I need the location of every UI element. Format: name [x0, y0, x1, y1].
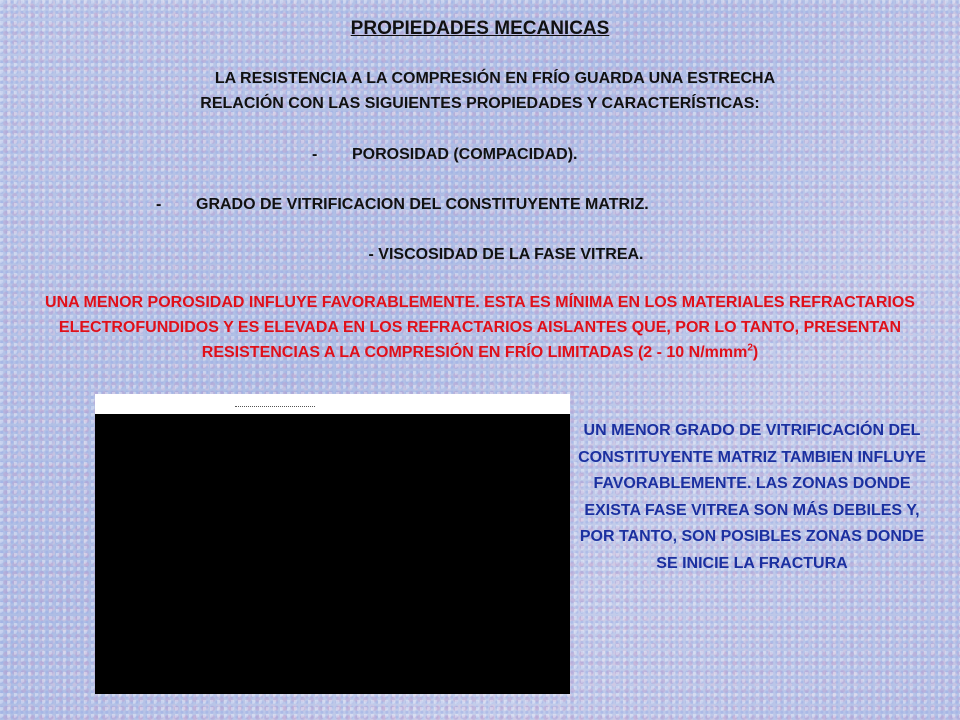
superscript: 2	[747, 342, 753, 354]
bullet-dash: -	[156, 196, 162, 213]
intro-line-2: RELACIÓN CON LAS SIGUIENTES PROPIEDADES Y CARACTERÍSTICAS:	[200, 95, 760, 112]
intro-line-1: LA RESISTENCIA A LA COMPRESIÓN EN FRÍO GUARDA UNA ESTRECHA	[214, 70, 776, 87]
slide-title: PROPIEDADES MECANICAS	[350, 18, 610, 39]
bullet-dash: -	[312, 146, 318, 163]
micrograph-image	[95, 394, 570, 694]
porosity-paragraph	[30, 290, 930, 365]
porosity-text: UNA MENOR POROSIDAD INFLUYE FAVORABLEMENTE. ESTA ES MÍNIMA EN LOS MATERIALES REFRACTARIOS ELECTROFUNDIDOS Y ES ELEVADA EN LOS REFRACTARIOS AISLANTES QUE, POR LO TANTO, PRESENTAN RESISTENCIAS A LA COMPRESIÓN EN FRÍO LIMITADAS (2 - 10 N/mmm	[45, 294, 915, 361]
bullet-porosidad	[312, 146, 577, 164]
bullet-vitrificacion	[156, 196, 649, 214]
bullet-text: POROSIDAD (COMPACIDAD).	[352, 146, 578, 163]
porosity-text-end: )	[752, 344, 759, 361]
vitrification-paragraph: UN MENOR GRADO DE VITRIFICACIÓN DEL CONSTITUYENTE MATRIZ TAMBIEN INFLUYE FAVORABLEMENTE. LAS ZONAS DONDE EXISTA FASE VITREA SON MÁS DEBILES Y, POR TANTO, SON POSIBLES ZONAS DONDE SE INICIE LA FRACTURA	[578, 422, 926, 572]
image-artifact	[235, 406, 315, 411]
bullet-text: - VISCOSIDAD DE LA FASE VITREA.	[368, 246, 644, 263]
intro-paragraph	[60, 66, 900, 116]
bullet-text: GRADO DE VITRIFICACION DEL CONSTITUYENTE MATRIZ.	[196, 196, 649, 213]
bullet-viscosidad	[0, 246, 960, 264]
